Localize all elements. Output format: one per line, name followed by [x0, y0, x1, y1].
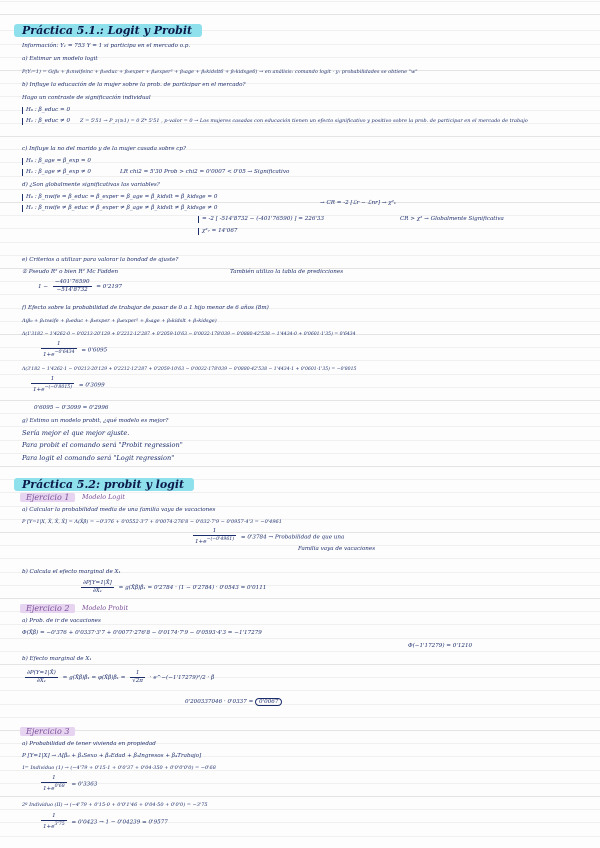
e3-question-a: a) Probabilidad de tener vivienda en propiedad [22, 741, 156, 747]
e-frac-num: −401'76590 [54, 279, 90, 285]
b-h0: H₀ : β_educ = 0 [22, 107, 70, 114]
title-practica-5-2: Práctica 5.2: probit y logit [14, 478, 194, 491]
g-line-2: Para probit el comando será "Probit regression" [22, 441, 183, 449]
e2-question-b: b) Efecto marginal de X₁ [22, 656, 92, 662]
question-f: f) Efecto sobre la probabilidad de trabajar de pasar de 0 a 1 hijo menor de 6 años (8m) [22, 305, 269, 311]
ejercicio-2-model: Modelo Probit [82, 604, 129, 612]
info-line: Información: Y₁ = 753 Y = 1 si participa en el mercado o.p. [22, 43, 191, 49]
b-h1: H₁ : β_educ ≠ 0 [22, 118, 70, 125]
e-result: = 0'2197 [96, 284, 123, 290]
d-cr: → CR = -2 [ℒr − ℒnr] → χ²ₖ [320, 200, 396, 206]
ejercicio-1-model: Modelo Logit [82, 493, 125, 501]
f-line-2: Λ(1'3182 − 1'4262·0 − 0'0213·20'129 + 0'2212·12'287 + 0'2059·10'63 − 0'0032·178'039 − 0'0880·42'538 − 1'4434·0 + 0'0601·1'35) = 0'6434 [22, 332, 356, 337]
ejercicio-2-label: Ejercicio 2 [20, 604, 75, 613]
e1-b-den: ∂X₁ [92, 588, 102, 594]
d-conclusion: CR > χ² → Globalmente Significativa [400, 216, 504, 222]
e2-b-calc: 0'200337046 · 0'0337 = [185, 699, 254, 705]
e2-b-formula: = g(X̄β̂)β̂₁ = φ(X̄β̂)β̂₁ = [62, 675, 126, 681]
e1-b-derivative [78, 580, 266, 595]
e1-b-num: ∂P[Y=1|X̄] [83, 580, 112, 586]
f-logistic-2: $\frac{1}{1+e^{-(-0'8015)}}$ = 0'3099 [33, 376, 105, 393]
f-line-1: Λ(β₀ + β₁nwife + β₂educ + β₃exper + β₄exper² + β₅age + β₆kidslt + β₇kidsge) [22, 318, 217, 324]
e2-b-num: ∂P(Y=1|X̄) [27, 670, 56, 676]
e-frac-den: −514'8732 [56, 287, 88, 293]
d-h1: H₁ : β_nwife ≠ β_educ ≠ β_exper ≠ β_age ≠ β_kidslt ≠ β_kidsge ≠ 0 [22, 205, 217, 212]
e1-question-a: a) Calcular la probabilidad media de una familia vaya de vacaciones [22, 507, 216, 513]
e-fraction [53, 279, 92, 294]
d-calc-1: = -2 [ -514'8732 − (-401'76590) ] = 226'33 [198, 216, 324, 223]
e1-a-line-3: Familia vaya de vacaciones [298, 546, 376, 552]
e-formula: 1 − $\frac{-401'76590}{-514'8732}$ = 0'2197 [38, 279, 123, 293]
e1-question-b: b) Calcula el efecto marginal de X₁ [22, 569, 121, 575]
e-point-2: También utilizo la tabla de predicciones [230, 269, 344, 275]
c-h1: H₁ : β_age ≠ β_exp ≠ 0 [22, 169, 91, 176]
e3-a-line-4: 2º Individuo (II) → (−4'79 + 0'15·0 + 0'0'1'46 + 0'04·50 + 0'0'0) = −3'75 [22, 802, 208, 808]
f-difference: 0'6095 − 0'3099 = 0'2996 [34, 405, 109, 411]
question-c: c) Influye la no del marido y de la mujer casada sobre cp? [22, 146, 186, 152]
e3-a-result-1: = 0'3363 [71, 781, 98, 788]
title-practica-5-1: Práctica 5.1.: Logit y Probit [14, 24, 202, 37]
e3-a-result-2: = 0'0423 → 1 − 0'04239 = 0'9577 [71, 819, 168, 826]
e3-a-line-2: 1ᵉʳ Individuo (1) → (−4'79 + 0'15·1 + 0'0'37 + 0'04·350 + 0'0'0'0'0) = −0'68 [22, 765, 216, 771]
e2-b-exp: · e^−(−1'17279)²/2 · β̂ [149, 675, 215, 681]
question-a: a) Estimar un modelo logit [22, 56, 98, 62]
e2-a-line-2: Φ(−1'17279) = 0'1210 [408, 643, 473, 649]
e2-b-final: 0'0067 [255, 698, 282, 706]
e1-a-line-2: = 0'3784 → Probabilidad de que una [240, 534, 345, 541]
e3-a-logistic-1: $\frac{1}{1+e^{0'68}}$ = 0'3363 [43, 775, 98, 792]
e2-b-result [185, 699, 282, 706]
e2-question-a: a) Prob. de ir de vacaciones [22, 618, 101, 624]
e1-a-line-1: P [Y=1|X, X̄, X̄, X̄] = Λ(X̄β̂) = −0'376 + 0'0552·3'7 + 0'0074·276'8 − 0'032·7'9 − 0'0957·4'3 = −0'4961 [22, 519, 282, 525]
c-h0: H₀ : β_age = β_exp = 0 [22, 158, 91, 165]
e2-a-line-1: Φ(X̄β̂) = −0'376 + 0'0337·3'7 + 0'0077·276'8 − 0'0174·7'9 − 0'0593·4'3 = −1'17279 [22, 630, 262, 636]
f-result-1: = 0'6095 [81, 347, 108, 354]
e3-a-logistic-2: $\frac{1}{1+e^{3'75}}$ = 0'0423 → 1 − 0'04239 = 0'9577 [43, 813, 168, 830]
b-note: Hago un contraste de significación individual [22, 95, 151, 101]
logit-model-equation: P(Yᵢ=1) = G(β₀ + β₁nwifeinc + β₂educ + β₃exper + β₄exper² + β₅age + β₆kidslt6 + β₇kidsge6) → en análisis: comando logit · y: probabilidades se obtiene "w" [22, 69, 418, 75]
f-logistic-1: $\frac{1}{1+e^{-0'6434}}$ = 0'6095 [43, 341, 108, 358]
g-line-3: Para logit el comando será "Logit regression" [22, 454, 175, 462]
question-d: d) ¿Son globalmente significativas las variables? [22, 182, 160, 188]
b-statistic: Z = 5'51 → P_z(≥1) = 0 Z* 5'51 , p-valor = 0 → Los mujeres casadas con educación tienen un efecto significativo y positivo sobre la prob. de participar en el mercado de trabajo [80, 118, 528, 124]
c-result: LR chi2 = 5'30 Prob > chi2 = 0'0007 < 0'05 → Significativo [120, 169, 290, 175]
e2-b-den: ∂X₁ [36, 678, 46, 684]
f-result-2: = 0'3099 [78, 382, 105, 389]
e2-b-derivative: $\frac{\partial P(Y=1|X̄)}{\text{∂X₁}}$ = g(X̄β̂)β̂₁ = φ(X̄β̂)β̂₁ = $\frac{1}{√2\pi}$ · e^−(−1'17279)²/2 · β̂ [27, 670, 215, 684]
d-calc-2: χ²₇ = 14'067 [198, 228, 237, 235]
e1-a-logistic: $\frac{1}{1+e^{-(-0'4961)}}$ = 0'3784 → Probabilidad de que una [195, 528, 345, 545]
d-h0: H₀ : β_nwife = β_educ = β_exper = β_age = β_kidslt = β_kidsge = 0 [22, 194, 217, 201]
f-line-4: Λ(3'182 − 1'4262·1 − 0'0213·20'129 + 0'2212·12'287 + 0'2059·10'63 − 0'0032·178'039 − 0'0880·42'538 − 1'4434·1 + 0'0601·1'35) = −0'8015 [22, 367, 357, 372]
g-line-1: Sería mejor el que mejor ajuste. [22, 429, 130, 437]
question-g: g) Estimo un modelo probit, ¿qué modelo es mejor? [22, 418, 169, 424]
question-e: e) Criterios a utilizar para valorar la bondad de ajuste? [22, 257, 179, 263]
ejercicio-1-label: Ejercicio 1 [20, 493, 75, 502]
e3-a-line-1: P [Y=1|X] → Λ[β₀ + β₁Sexo + β₂Edad + β₃Ingresos + β₄Trabajo] [22, 753, 202, 759]
ejercicio-3-label: Ejercicio 3 [20, 727, 75, 736]
question-b: b) Influye la educación de la mujer sobre la prob. de participar en el mercado? [22, 82, 246, 88]
e1-b-result: = g(X̄β̂)β̂₁ = 0'2784 · (1 − 0'2784) · 0'0543 = 0'0111 [118, 585, 267, 591]
e-point-1: ① Pseudo R² o bien R² Mc Fadden [22, 269, 119, 275]
